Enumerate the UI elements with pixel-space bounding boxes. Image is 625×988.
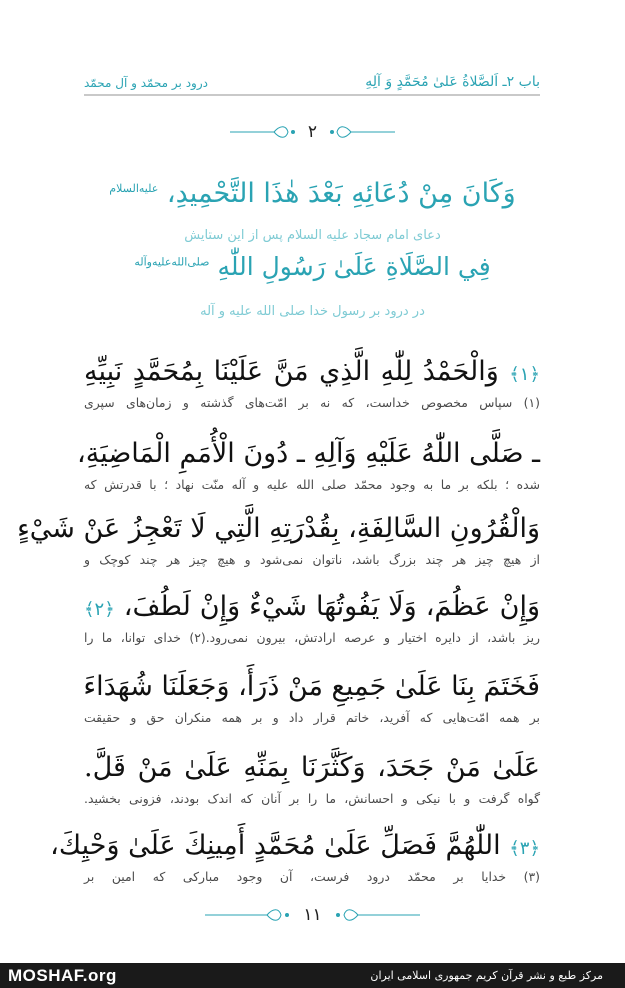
- subheading-arabic: [60, 252, 565, 281]
- heading-arabic: [60, 178, 565, 209]
- publisher-credit: مرکز طبع و نشر قرآن کریم جمهوری اسلامی ایران: [370, 969, 603, 982]
- translation-line: از هیچ چیز هر چند بزرگ باشد، ناتوان نمی‌شود و هیچ چیز هر چند کوچک و: [84, 552, 540, 567]
- verse-line: [84, 587, 540, 649]
- section-number-ornament: [0, 122, 625, 142]
- verse-line: [50, 826, 540, 888]
- translation-line: شده ؛ بلکه بر ما به وجود محمّد صلی الله علیه و آله منّت نهاد ؛ با قدرتش که: [84, 477, 540, 492]
- subheading-translation: در درود بر رسول خدا صلی الله علیه و آله: [200, 304, 425, 319]
- arabic-text-line: وَإِنْ عَظُمَ، وَلَا يَفُوتُهَا شَيْءٌ وَإِنْ لَطُفَ، ﴿۲﴾: [84, 591, 540, 622]
- arabic-text-line: فَخَتَمَ بِنَا عَلَىٰ جَمِيعِ مَنْ ذَرَأَ، وَجَعَلَنَا شُهَدَاءَ: [83, 671, 540, 702]
- verse-number: ﴿۳﴾: [509, 838, 540, 859]
- verse-line: [84, 352, 540, 414]
- arabic-text-line: ـ صَلَّى اللّٰهُ عَلَيْهِ وَآلِهِ ـ دُونَ الْأُمَمِ الْمَاضِيَةِ،: [77, 438, 540, 469]
- translation-line: ریز باشد، از دایره اختیار و عرصه ارادتش، بیرون نمی‌رود.(۲) خدای توانا، ما را: [84, 630, 540, 645]
- verse-line: [84, 748, 540, 810]
- section-number: ۲: [307, 122, 318, 142]
- left-flourish-icon: [230, 125, 300, 139]
- site-brand[interactable]: MOSHAF.org: [8, 965, 117, 985]
- chapter-title: باب ۲ـ اَلصَّلاةُ عَلیٰ مُحَمَّدٍ وَ آلِهِ: [365, 74, 540, 90]
- translation-line: بر همه امّت‌هایی که آفرید، خاتم قرار داد و بر همه منکران حق و حقیقت: [84, 710, 540, 725]
- heading-honorific: عليه‌السلام: [109, 182, 159, 195]
- verse-line: [77, 434, 540, 496]
- subheading-honorific: صلی‌الله‌علیه‌وآله: [134, 255, 210, 269]
- arabic-text-line: ﴿۱﴾ وَالْحَمْدُ لِلّٰهِ الَّذِي مَنَّ عَلَيْنَا بِمُحَمَّدٍ نَبِيِّهِ: [84, 356, 540, 387]
- translation-line: گواه گرفت و با نیکی و احسانش، ما را بر آنان که اندک بودند، فزونی بخشید.: [84, 791, 540, 806]
- heading-translation: دعای امام سجاد علیه السلام پس از این ستایش: [184, 228, 441, 243]
- heading-arabic-text: وَكَانَ مِنْ دُعَائِهِ بَعْدَ هٰذَا التَّحْمِيدِ،: [166, 178, 516, 209]
- verse-number: ﴿۱﴾: [509, 364, 540, 385]
- page-number: ۱۱: [303, 905, 322, 925]
- arabic-text-line: ﴿۳﴾ اللّٰهُمَّ فَصَلِّ عَلَىٰ مُحَمَّدٍ أَمِينِكَ عَلَىٰ وَحْيِكَ،: [50, 830, 540, 861]
- running-title: درود بر محمّد و آل محمّد: [84, 76, 208, 90]
- right-flourish-icon: [325, 125, 395, 139]
- footer-bar: [0, 963, 625, 988]
- arabic-text-line: عَلَىٰ مَنْ جَحَدَ، وَكَثَّرَنَا بِمَنِّهِ عَلَىٰ مَنْ قَلَّ.: [84, 752, 540, 783]
- verse-line: [84, 667, 540, 729]
- arabic-text-line: وَالْقُرُونِ السَّالِفَةِ، بِقُدْرَتِهِ الَّتِي لَا تَعْجِزُ عَنْ شَيْءٍ: [17, 513, 540, 544]
- verse-number: ﴿۲﴾: [84, 599, 115, 620]
- page-header: [84, 58, 540, 96]
- translation-line: (۳) خدایا بر محمّد درود فرست، آن وجود مبارکی که امین بر: [84, 869, 540, 884]
- translation-line: (۱) سپاس مخصوص خداست، که نه بر امّت‌های گذشته و زمان‌های سپری: [84, 395, 540, 410]
- left-flourish-icon: [205, 908, 295, 922]
- right-flourish-icon: [330, 908, 420, 922]
- subheading-arabic-text: فِي الصَّلَاةِ عَلَىٰ رَسُولِ اللّٰهِ: [217, 252, 491, 281]
- verse-line: [17, 509, 540, 571]
- page-number-ornament: [0, 905, 625, 925]
